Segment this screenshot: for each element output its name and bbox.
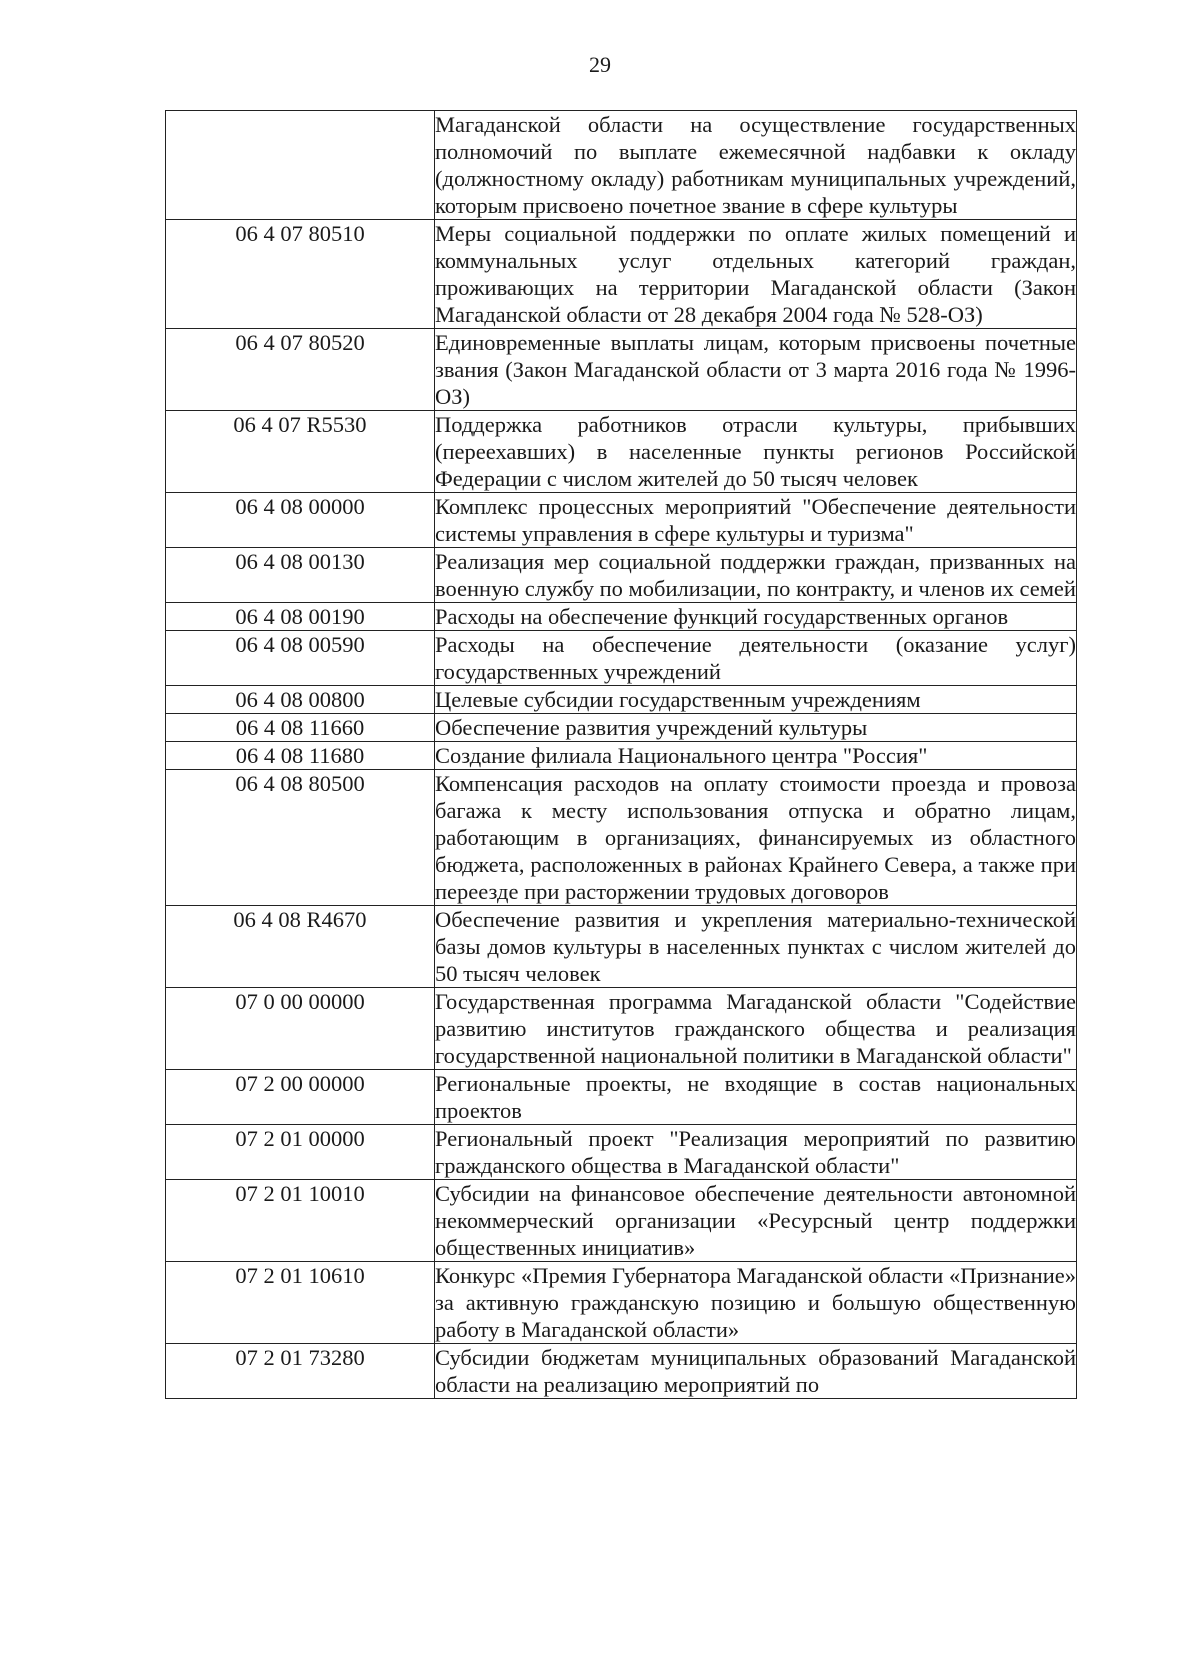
page-number: 29 (589, 52, 611, 77)
code-cell: 07 2 01 10610 (166, 1262, 435, 1344)
code-cell: 06 4 07 80520 (166, 329, 435, 411)
budget-codes-table (165, 110, 1077, 1399)
table-row (166, 988, 1077, 1070)
table-row (166, 631, 1077, 686)
description-cell: Субсидии на финансовое обеспечение деятельности автономной некоммерческий организации «Ресурсный центр поддержки общественных инициатив» (435, 1181, 1076, 1260)
description-cell: Реализация мер социальной поддержки граждан, призванных на военную службу по мобилизации, по контракту, и членов их семей (435, 549, 1076, 601)
code-cell: 06 4 07 80510 (166, 220, 435, 329)
description-cell: Создание филиала Национального центра "Россия" (435, 742, 1077, 770)
code-cell: 07 2 00 00000 (166, 1070, 435, 1125)
code-cell: 06 4 08 00130 (166, 548, 435, 603)
table-row (166, 603, 1077, 631)
table-row (166, 411, 1077, 493)
table-row (166, 770, 1077, 906)
table-row (166, 220, 1077, 329)
table-row (166, 493, 1077, 548)
code-cell: 06 4 07 R5530 (166, 411, 435, 493)
table-row (166, 1262, 1077, 1344)
description-cell: Субсидии бюджетам муниципальных образований Магаданской области на реализацию мероприятий по (435, 1345, 1076, 1397)
table-row (166, 1180, 1077, 1262)
description-cell: Региональные проекты, не входящие в состав национальных проектов (435, 1071, 1076, 1123)
code-cell: 07 2 01 73280 (166, 1344, 435, 1399)
code-cell: 07 0 00 00000 (166, 988, 435, 1070)
description-cell: Комплекс процессных мероприятий "Обеспечение деятельности системы управления в сфере культуры и туризма" (435, 494, 1076, 546)
description-cell: Государственная программа Магаданской области "Содействие развитию институтов гражданского общества и реализация государственной национальной политики в Магаданской области" (435, 989, 1076, 1068)
code-cell: 06 4 08 80500 (166, 770, 435, 906)
table-row (166, 742, 1077, 770)
table-row (166, 329, 1077, 411)
description-cell: Меры социальной поддержки по оплате жилых помещений и коммунальных услуг отдельных категорий граждан, проживающих на территории Магаданской области (Закон Магаданской области от 28 декабря 2004 года № 528-ОЗ) (435, 221, 1076, 327)
table-row (166, 548, 1077, 603)
code-cell: 06 4 08 00800 (166, 686, 435, 714)
code-cell: 06 4 08 11660 (166, 714, 435, 742)
description-cell: Расходы на обеспечение функций государственных органов (435, 603, 1077, 631)
table-row (166, 1125, 1077, 1180)
code-cell: 07 2 01 10010 (166, 1180, 435, 1262)
table-row (166, 686, 1077, 714)
table-row (166, 1344, 1077, 1399)
description-cell: Обеспечение развития и укрепления материально-технической базы домов культуры в населенных пунктах с числом жителей до 50 тысяч человек (435, 907, 1076, 986)
code-cell: 06 4 08 R4670 (166, 906, 435, 988)
code-cell: 07 2 01 00000 (166, 1125, 435, 1180)
description-cell: Региональный проект "Реализация мероприятий по развитию гражданского общества в Магаданской области" (435, 1126, 1076, 1178)
description-cell: Расходы на обеспечение деятельности (оказание услуг) государственных учреждений (435, 632, 1076, 684)
description-cell: Компенсация расходов на оплату стоимости проезда и провоза багажа к месту использования отпуска и обратно лицам, работающим в организациях, финансируемых из областного бюджета, расположенных в районах Крайнего Севера, а также при переезде при расторжении трудовых договоров (435, 771, 1076, 904)
table-row (166, 714, 1077, 742)
description-cell: Поддержка работников отрасли культуры, прибывших (переехавших) в населенные пункты регионов Российской Федерации с числом жителей до 50 тысяч человек (435, 412, 1076, 491)
code-cell: 06 4 08 00190 (166, 603, 435, 631)
table-row (166, 111, 1077, 220)
table-row (166, 906, 1077, 988)
description-cell: Единовременные выплаты лицам, которым присвоены почетные звания (Закон Магаданской области от 3 марта 2016 года № 1996-ОЗ) (435, 330, 1076, 409)
code-cell: 06 4 08 11680 (166, 742, 435, 770)
code-cell: 06 4 08 00590 (166, 631, 435, 686)
table-body (166, 111, 1077, 1399)
description-cell: Конкурс «Премия Губернатора Магаданской области «Признание» за активную гражданскую позицию и большую общественную работу в Магаданской области» (435, 1263, 1076, 1342)
description-cell: Обеспечение развития учреждений культуры (435, 714, 1077, 742)
description-cell: Магаданской области на осуществление государственных полномочий по выплате ежемесячной надбавки к окладу (должностному окладу) работникам муниципальных учреждений, которым присвоено почетное звание в сфере культуры (435, 112, 1076, 218)
description-cell: Целевые субсидии государственным учреждениям (435, 686, 1077, 714)
table-row (166, 1070, 1077, 1125)
code-cell (166, 111, 435, 220)
code-cell: 06 4 08 00000 (166, 493, 435, 548)
